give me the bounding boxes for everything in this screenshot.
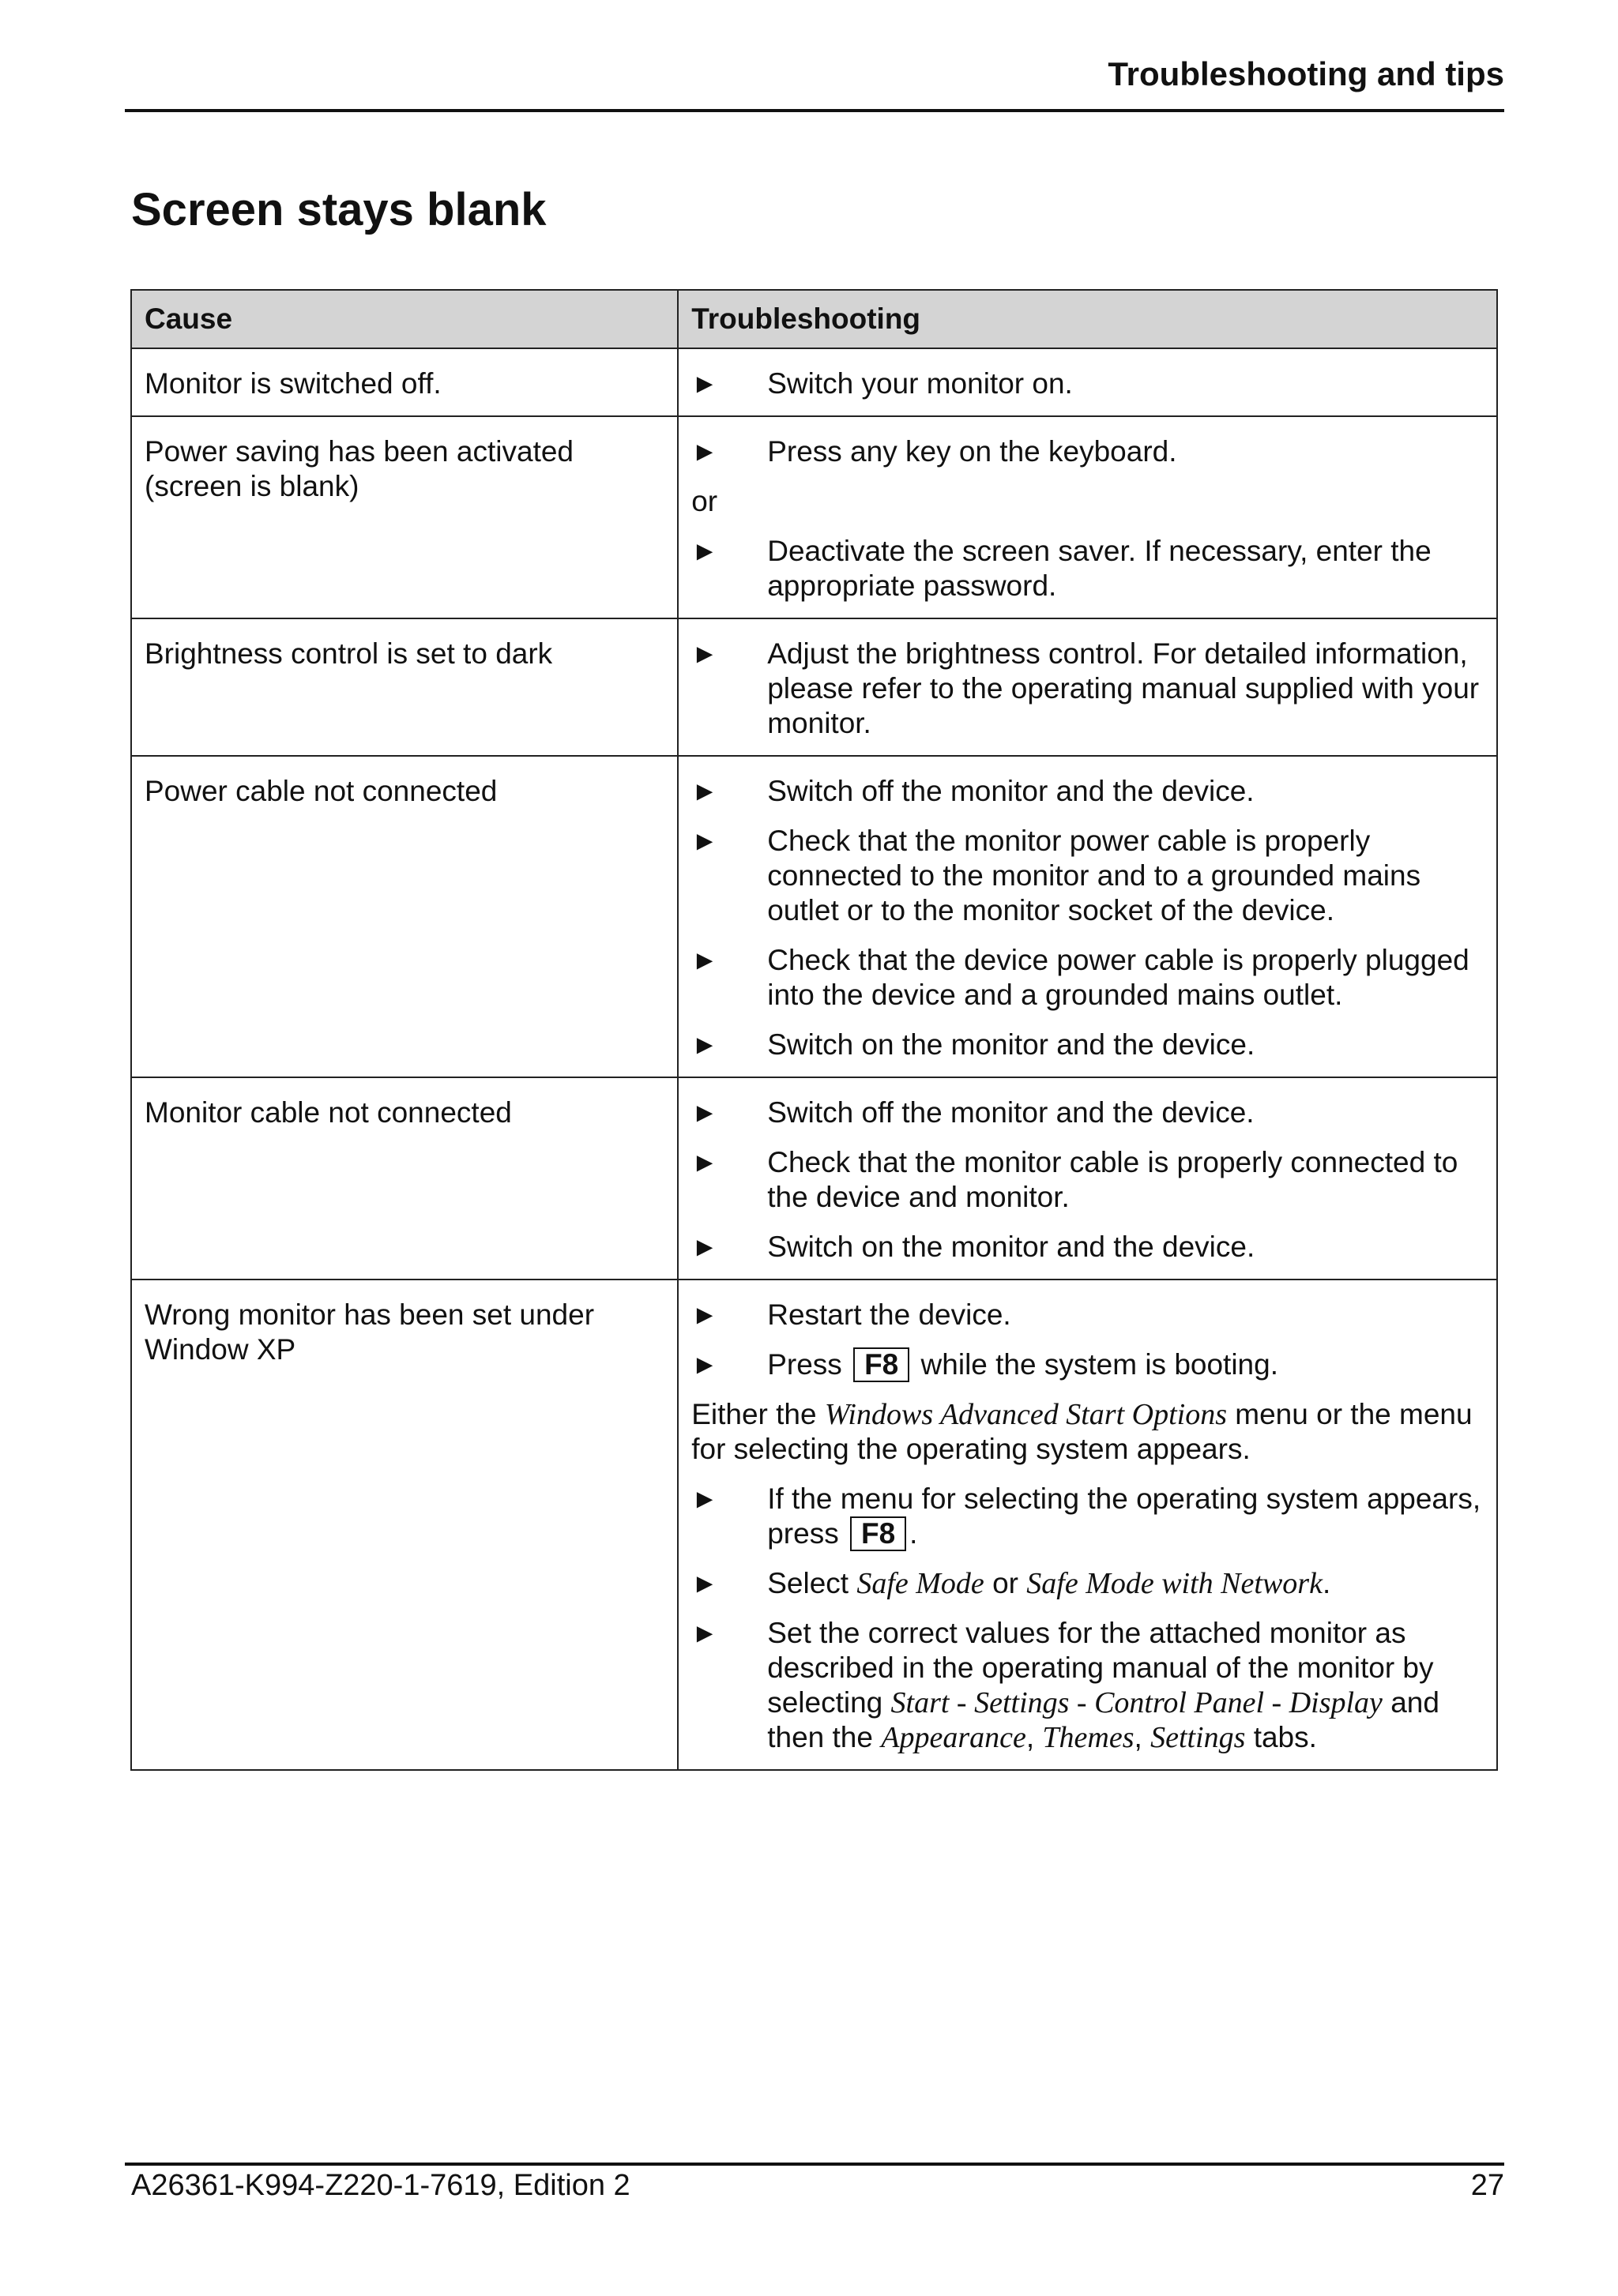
troubleshooting-cell [678, 416, 1497, 618]
bullet-arrow-icon: ► [691, 536, 718, 566]
table-row [131, 618, 1497, 756]
page-number: 27 [1470, 2169, 1504, 2202]
step [691, 1230, 1484, 1264]
troubleshooting-table [130, 289, 1498, 1771]
step [691, 637, 1484, 741]
bullet-arrow-icon: ► [691, 1350, 718, 1380]
step [691, 1616, 1484, 1755]
step-text-part: If the menu for selecting the operating system appears, press [767, 1482, 1481, 1550]
ui-menu-name: Windows Advanced Start Options [824, 1398, 1227, 1431]
step [691, 943, 1484, 1013]
step [691, 774, 1484, 809]
cause-text: Wrong monitor has been set under Window XP [145, 1298, 595, 1366]
bullet-arrow-icon: ► [691, 1618, 718, 1648]
ui-tab-name: Themes [1042, 1721, 1134, 1754]
step-text: Adjust the brightness control. For detailed information, please refer to the operating manual supplied with your monitor. [767, 637, 1480, 739]
step-text-part: and then the [767, 1686, 1439, 1753]
cause-text: Brightness control is set to dark [145, 637, 553, 670]
key-f8: F8 [850, 1516, 906, 1551]
bullet-arrow-icon: ► [691, 1030, 718, 1060]
step-text: Check that the monitor power cable is properly connected to the monitor and to a grounded mains outlet or to the monitor socket of the device. [767, 825, 1421, 926]
bullet-arrow-icon: ► [691, 826, 718, 856]
bullet-arrow-icon: ► [691, 639, 718, 669]
step [691, 434, 1484, 469]
step [691, 824, 1484, 928]
cause-text: Power saving has been activated (screen is blank) [145, 435, 574, 502]
table-header-row [131, 290, 1497, 348]
troubleshooting-cell [678, 348, 1497, 416]
step-text: Switch on the monitor and the device. [767, 1231, 1255, 1263]
cause-cell [131, 1077, 678, 1280]
step [691, 1095, 1484, 1130]
document-id: A26361-K994-Z220-1-7619, Edition 2 [131, 2169, 630, 2202]
cause-cell [131, 416, 678, 618]
bullet-arrow-icon: ► [691, 1148, 718, 1178]
step-text: Deactivate the screen saver. If necessary, enter the appropriate password. [767, 535, 1432, 602]
bullet-arrow-icon: ► [691, 437, 718, 467]
note-text-part: menu or the menu for selecting the operating system appears. [691, 1398, 1473, 1465]
step-text: Check that the monitor cable is properly connected to the device and monitor. [767, 1146, 1458, 1213]
bullet-arrow-icon: ► [691, 1569, 718, 1599]
table-row [131, 1280, 1497, 1770]
cause-cell [131, 756, 678, 1077]
bullet-arrow-icon: ► [691, 776, 718, 806]
step-text-part: Set the correct values for the attached monitor as described in the operating manual of the monitor by selecting [767, 1617, 1434, 1719]
step-text-part: . [909, 1517, 918, 1550]
step-text-part: tabs. [1253, 1721, 1317, 1753]
table-row [131, 348, 1497, 416]
step-text-part: or [992, 1567, 1018, 1599]
running-header: Troubleshooting and tips [1108, 55, 1504, 92]
step-text: Switch off the monitor and the device. [767, 775, 1255, 807]
step-text [767, 1482, 1484, 1551]
cause-cell [131, 618, 678, 756]
cause-text: Power cable not connected [145, 775, 498, 807]
footer-rule [125, 2163, 1504, 2166]
step [691, 366, 1484, 401]
table-row [131, 756, 1497, 1077]
bullet-arrow-icon: ► [691, 1098, 718, 1128]
step-text-part: , [1134, 1721, 1142, 1753]
step-text [767, 1566, 1484, 1601]
bullet-arrow-icon: ► [691, 945, 718, 975]
step [691, 1145, 1484, 1215]
step [691, 534, 1484, 603]
step [691, 1347, 1484, 1382]
troubleshooting-cell [678, 1077, 1497, 1280]
step [691, 1566, 1484, 1601]
column-header-troubleshooting: Troubleshooting [678, 290, 1497, 348]
cause-cell [131, 1280, 678, 1770]
bullet-arrow-icon: ► [691, 1300, 718, 1330]
table-row [131, 416, 1497, 618]
table-row [131, 1077, 1497, 1280]
step-text-part: Select [767, 1567, 849, 1599]
step-text-part: Press [767, 1348, 842, 1381]
step-text: Check that the device power cable is properly plugged into the device and a grounded mains outlet. [767, 944, 1469, 1011]
ui-tab-name: Appearance [881, 1721, 1026, 1754]
note-text [691, 1397, 1484, 1467]
troubleshooting-cell [678, 1280, 1497, 1770]
cause-cell [131, 348, 678, 416]
bullet-arrow-icon: ► [691, 1484, 718, 1514]
step-text-part: while the system is booting. [920, 1348, 1278, 1381]
step-text [767, 1616, 1484, 1755]
step [691, 1298, 1484, 1332]
step-text-part: , [1025, 1721, 1035, 1753]
step [691, 1482, 1484, 1551]
step-text: Switch your monitor on. [767, 367, 1073, 400]
step-text: Press any key on the keyboard. [767, 435, 1177, 468]
troubleshooting-cell [678, 756, 1497, 1077]
step-text [767, 1347, 1484, 1382]
ui-tab-name: Settings [1150, 1721, 1246, 1754]
ui-option-name: Safe Mode with Network [1026, 1567, 1323, 1600]
bullet-arrow-icon: ► [691, 369, 718, 399]
cause-text: Monitor is switched off. [145, 367, 442, 400]
ui-menu-path: Start - Settings - Control Panel - Display [890, 1686, 1383, 1719]
column-header-cause: Cause [131, 290, 678, 348]
step-text: Switch on the monitor and the device. [767, 1028, 1255, 1061]
note-text-part: Either the [691, 1398, 817, 1430]
step-text-part: . [1322, 1567, 1331, 1599]
step-text: Restart the device. [767, 1298, 1011, 1331]
bullet-arrow-icon: ► [691, 1232, 718, 1262]
or-separator: or [691, 485, 718, 517]
cause-text: Monitor cable not connected [145, 1096, 512, 1129]
key-f8: F8 [853, 1347, 909, 1382]
page-title: Screen stays blank [131, 184, 547, 235]
header-rule [125, 109, 1504, 112]
step [691, 1028, 1484, 1062]
step-text: Switch off the monitor and the device. [767, 1096, 1255, 1129]
ui-option-name: Safe Mode [856, 1567, 984, 1600]
troubleshooting-cell [678, 618, 1497, 756]
